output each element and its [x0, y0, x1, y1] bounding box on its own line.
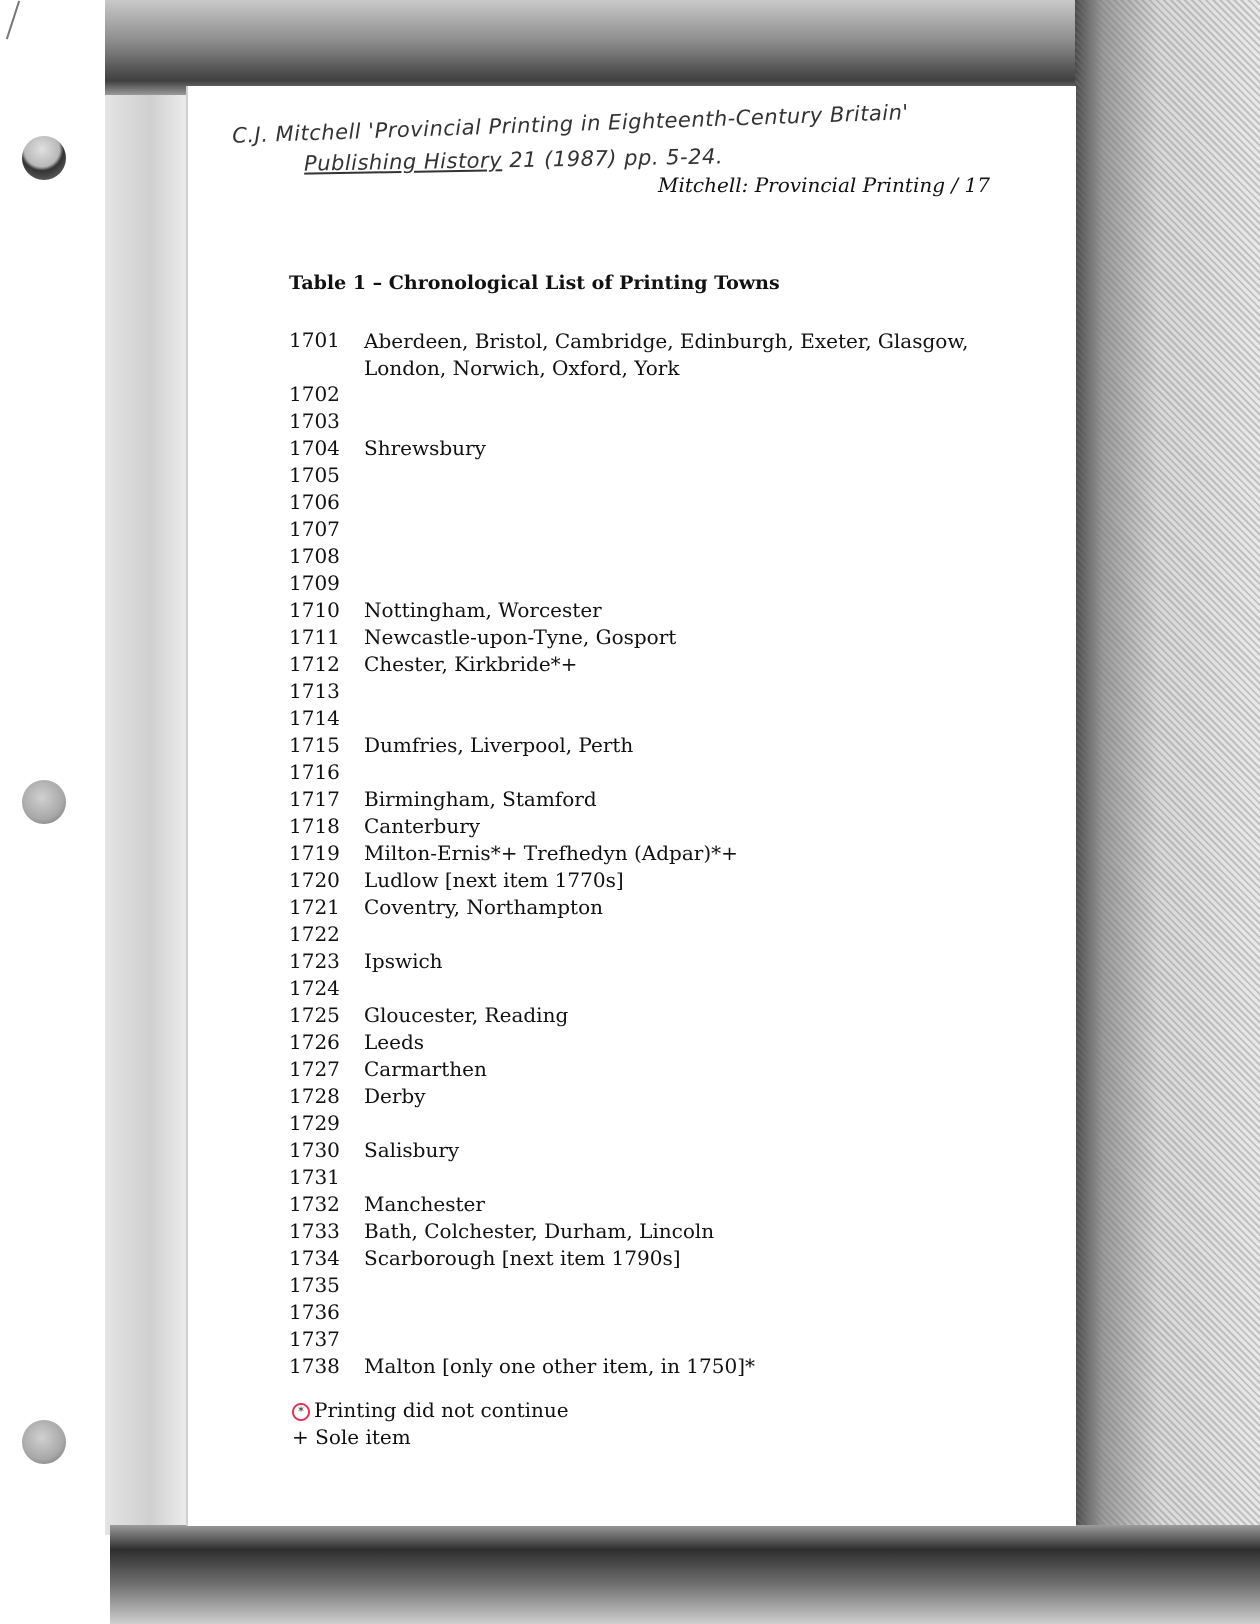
handwritten-journal-title: Publishing History	[303, 148, 503, 176]
footnote-printing-discontinued	[292, 1398, 569, 1425]
year-cell: 1716	[289, 760, 340, 784]
year-cell: 1738	[289, 1354, 340, 1378]
year-cell: 1706	[289, 490, 340, 514]
footnote-sole-item	[292, 1425, 569, 1452]
year-cell: 1737	[289, 1327, 340, 1351]
year-cell: 1717	[289, 787, 340, 811]
year-cell: 1720	[289, 868, 340, 892]
punch-hole-top	[22, 136, 66, 180]
handwritten-citation-line-1: C.J. Mitchell 'Provincial Printing in Eighteenth-Century Britain'	[231, 100, 910, 148]
towns-cell: Manchester	[364, 1192, 485, 1216]
year-cell: 1729	[289, 1111, 340, 1135]
year-cell: 1713	[289, 679, 340, 703]
year-cell: 1734	[289, 1246, 340, 1270]
towns-cell: Salisbury	[364, 1138, 460, 1162]
towns-cell: Chester, Kirkbride*+	[364, 652, 578, 676]
year-cell: 1709	[289, 571, 340, 595]
year-cell: 1707	[289, 517, 340, 541]
running-head: Mitchell: Provincial Printing / 17	[658, 173, 990, 197]
year-cell: 1731	[289, 1165, 340, 1189]
towns-cell: Leeds	[364, 1030, 425, 1054]
towns-cell: Scarborough [next item 1790s]	[364, 1246, 681, 1270]
scan-shadow-left	[105, 85, 195, 1535]
year-cell: 1728	[289, 1084, 340, 1108]
punch-hole-bottom	[22, 1420, 66, 1464]
year-cell: 1735	[289, 1273, 340, 1297]
towns-cell: Dumfries, Liverpool, Perth	[364, 733, 634, 757]
towns-cell: Nottingham, Worcester	[364, 598, 602, 622]
year-cell: 1724	[289, 976, 340, 1000]
year-cell: 1723	[289, 949, 340, 973]
year-cell: 1710	[289, 598, 340, 622]
asterisk-circle-mark: *	[292, 1403, 310, 1421]
year-cell: 1702	[289, 382, 340, 406]
year-cell: 1722	[289, 922, 340, 946]
year-cell: 1736	[289, 1300, 340, 1324]
punch-hole-middle	[22, 780, 66, 824]
year-cell: 1711	[289, 625, 340, 649]
towns-cell: Bath, Colchester, Durham, Lincoln	[364, 1219, 715, 1243]
year-cell: 1719	[289, 841, 340, 865]
footnote-star-text: Printing did not continue	[314, 1398, 569, 1422]
year-cell: 1732	[289, 1192, 340, 1216]
year-cell: 1730	[289, 1138, 340, 1162]
year-cell: 1715	[289, 733, 340, 757]
year-cell: 1704	[289, 436, 340, 460]
year-cell: 1727	[289, 1057, 340, 1081]
towns-cell: Newcastle-upon-Tyne, Gosport	[364, 625, 677, 649]
table-title: Table 1 – Chronological List of Printing Towns	[289, 272, 780, 294]
towns-cell: Carmarthen	[364, 1057, 487, 1081]
towns-cell: Shrewsbury	[364, 436, 486, 460]
year-cell: 1733	[289, 1219, 340, 1243]
year-cell: 1708	[289, 544, 340, 568]
scan-shadow-bottom	[110, 1525, 1260, 1624]
towns-cell: Ludlow [next item 1770s]	[364, 868, 624, 892]
towns-cell: Milton-Ernis*+ Trefhedyn (Adpar)*+	[364, 841, 738, 865]
towns-cell: Canterbury	[364, 814, 481, 838]
year-cell: 1705	[289, 463, 340, 487]
towns-cell: Derby	[364, 1084, 426, 1108]
handwritten-volume-pages: 21 (1987) pp. 5-24.	[509, 144, 724, 173]
year-cell: 1718	[289, 814, 340, 838]
year-cell: 1701	[289, 328, 340, 352]
year-cell: 1703	[289, 409, 340, 433]
scan-shadow-right	[1075, 0, 1260, 1624]
year-cell: 1725	[289, 1003, 340, 1027]
margin-mark	[6, 1, 20, 40]
towns-cell: Gloucester, Reading	[364, 1003, 569, 1027]
towns-cell: Ipswich	[364, 949, 443, 973]
towns-cell: Birmingham, Stamford	[364, 787, 597, 811]
year-cell: 1726	[289, 1030, 340, 1054]
year-cell: 1721	[289, 895, 340, 919]
footnote-plus-text: + Sole item	[292, 1425, 411, 1449]
towns-cell: Aberdeen, Bristol, Cambridge, Edinburgh, Exeter, Glasgow, London, Norwich, Oxford, York	[364, 329, 969, 380]
towns-cell: Malton [only one other item, in 1750]*	[364, 1354, 756, 1378]
year-cell: 1714	[289, 706, 340, 730]
footnotes	[292, 1398, 569, 1452]
towns-cell: Coventry, Northampton	[364, 895, 603, 919]
year-cell: 1712	[289, 652, 340, 676]
